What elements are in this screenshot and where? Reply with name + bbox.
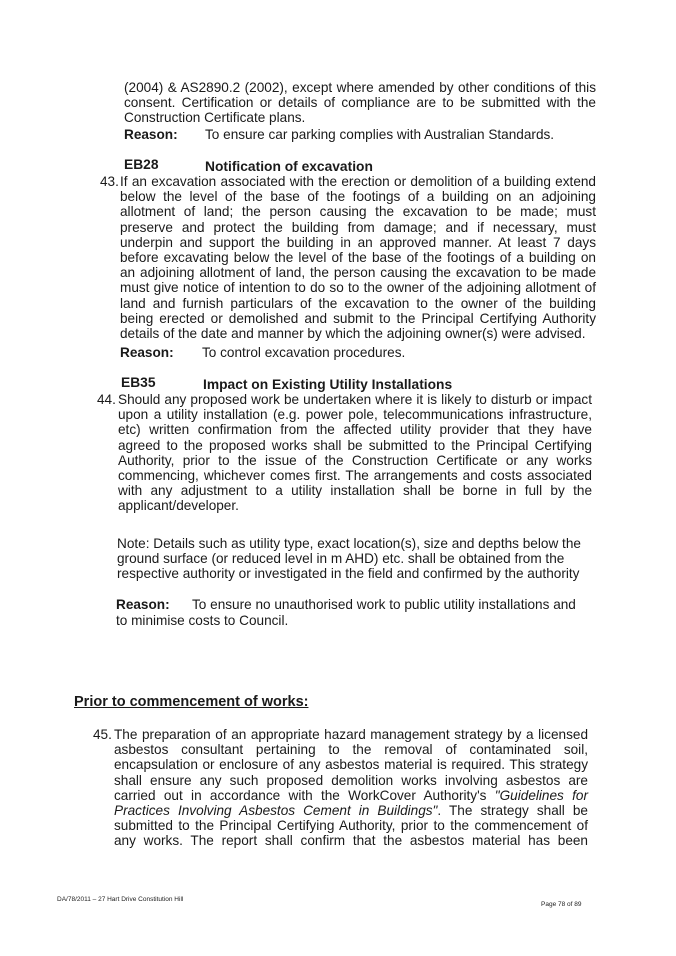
condition-44-reason-cont: to minimise costs to Council. xyxy=(116,613,289,628)
condition-44-note xyxy=(117,536,587,582)
body-text: carried out in accordance with the WorkCover Authority's xyxy=(114,787,495,803)
body-line: submitted to the Principal Certifying Authority, prior to the commencement of xyxy=(114,818,588,834)
body-line: being erected or demolished and submit to the Principal Certifying Authority xyxy=(120,310,596,326)
body-text: . The strategy shall be xyxy=(437,803,588,819)
condition-45-body xyxy=(114,727,588,849)
intro-line: Construction Certificate plans. xyxy=(124,110,306,126)
note-line: respective authority or investigated in the field and confirmed by the authority xyxy=(117,566,580,582)
reason-label: Reason: xyxy=(116,597,170,612)
condition-number: 45. xyxy=(93,727,112,742)
condition-44-reason xyxy=(116,597,576,612)
condition-title: Notification of excavation xyxy=(205,159,373,174)
condition-code: EB35 xyxy=(121,375,156,390)
body-line: must give notice of intention to do so to the owner of the adjoining allotment of xyxy=(120,280,596,296)
reason-label: Reason: xyxy=(120,345,174,360)
body-line: before excavating below the level of the base of the footings of a building on xyxy=(120,250,596,266)
intro-paragraph xyxy=(124,80,596,126)
reason-text: To ensure no unauthorised work to public utility installations and xyxy=(192,597,576,612)
guideline-title: Practices Involving Asbestos Cement in Buildings" xyxy=(114,803,438,819)
body-line: agreed to the proposed works shall be submitted to the Principal Certifying xyxy=(118,437,592,453)
body-line xyxy=(114,788,588,803)
body-line: with any adjustment to a utility installation shall be borne in full by the xyxy=(118,483,592,499)
body-line: asbestos consultant pertaining to the removal of contaminated soil, xyxy=(114,742,588,758)
body-line: details of the date and manner by which the adjoining owner(s) were advised. xyxy=(120,326,586,342)
body-line: Authority, prior to the issue of the Construction Certificate or any works xyxy=(118,452,592,468)
footer-reference: DA/78/2011 – 27 Hart Drive Constitution Hill xyxy=(57,896,184,903)
intro-line: (2004) & AS2890.2 (2002), except where amended by other conditions of this xyxy=(124,80,596,95)
body-line: preserve and protect the building from damage; and if necessary, must xyxy=(120,219,596,235)
condition-43-reason xyxy=(120,345,405,360)
intro-line: consent. Certification or details of compliance are to be submitted with the xyxy=(124,95,596,111)
condition-code: EB28 xyxy=(124,157,159,172)
guideline-title: "Guidelines for xyxy=(494,787,589,803)
condition-44-body xyxy=(118,392,592,514)
condition-number: 44. xyxy=(97,392,116,407)
body-line: upon a utility installation (e.g. power pole, telecommunications infrastructure, xyxy=(118,407,592,423)
page-number: Page 78 of 89 xyxy=(541,901,582,908)
body-line: etc) written confirmation from the affected utility provider that they have xyxy=(118,422,592,438)
condition-title: Impact on Existing Utility Installations xyxy=(203,377,453,392)
body-line: underpin and support the building in an approved manner. At least 7 days xyxy=(120,234,596,250)
note-line: ground surface (or reduced level in m AHD) etc. shall be obtained from the xyxy=(117,551,565,567)
body-line: Should any proposed work be undertaken where it is likely to disturb or impact xyxy=(118,392,592,407)
body-line: applicant/developer. xyxy=(118,498,239,514)
body-line: shall ensure any such proposed demolition works involving asbestos are xyxy=(114,772,588,788)
body-line: land and furnish particulars of the excavation to the owner of the building xyxy=(120,295,596,311)
body-line: encapsulation or enclosure of any asbestos material is required. This strategy xyxy=(114,757,588,773)
reason-text: To control excavation procedures. xyxy=(202,345,406,360)
body-line: below the level of the base of the footings of a building on an adjoining xyxy=(120,189,596,205)
body-line: commencing, whichever comes first. The arrangements and costs associated xyxy=(118,468,592,484)
reason-label: Reason: xyxy=(124,127,178,142)
body-line: an adjoining allotment of land, the person causing the excavation to be made xyxy=(120,265,596,281)
intro-reason xyxy=(124,127,554,142)
reason-text: To ensure car parking complies with Australian Standards. xyxy=(205,127,555,142)
body-line: If an excavation associated with the erection or demolition of a building extend xyxy=(120,174,596,189)
body-line: allotment of land; the person causing the excavation to be made; must xyxy=(120,204,596,220)
body-line: any works. The report shall confirm that the asbestos material has been xyxy=(114,833,588,849)
condition-number: 43. xyxy=(100,174,119,189)
body-line: The preparation of an appropriate hazard management strategy by a licensed xyxy=(114,727,588,742)
section-heading: Prior to commencement of works: xyxy=(74,694,309,710)
body-line xyxy=(114,803,588,818)
note-line: Note: Details such as utility type, exact location(s), size and depths below the xyxy=(117,536,581,551)
condition-43-body xyxy=(120,174,596,341)
